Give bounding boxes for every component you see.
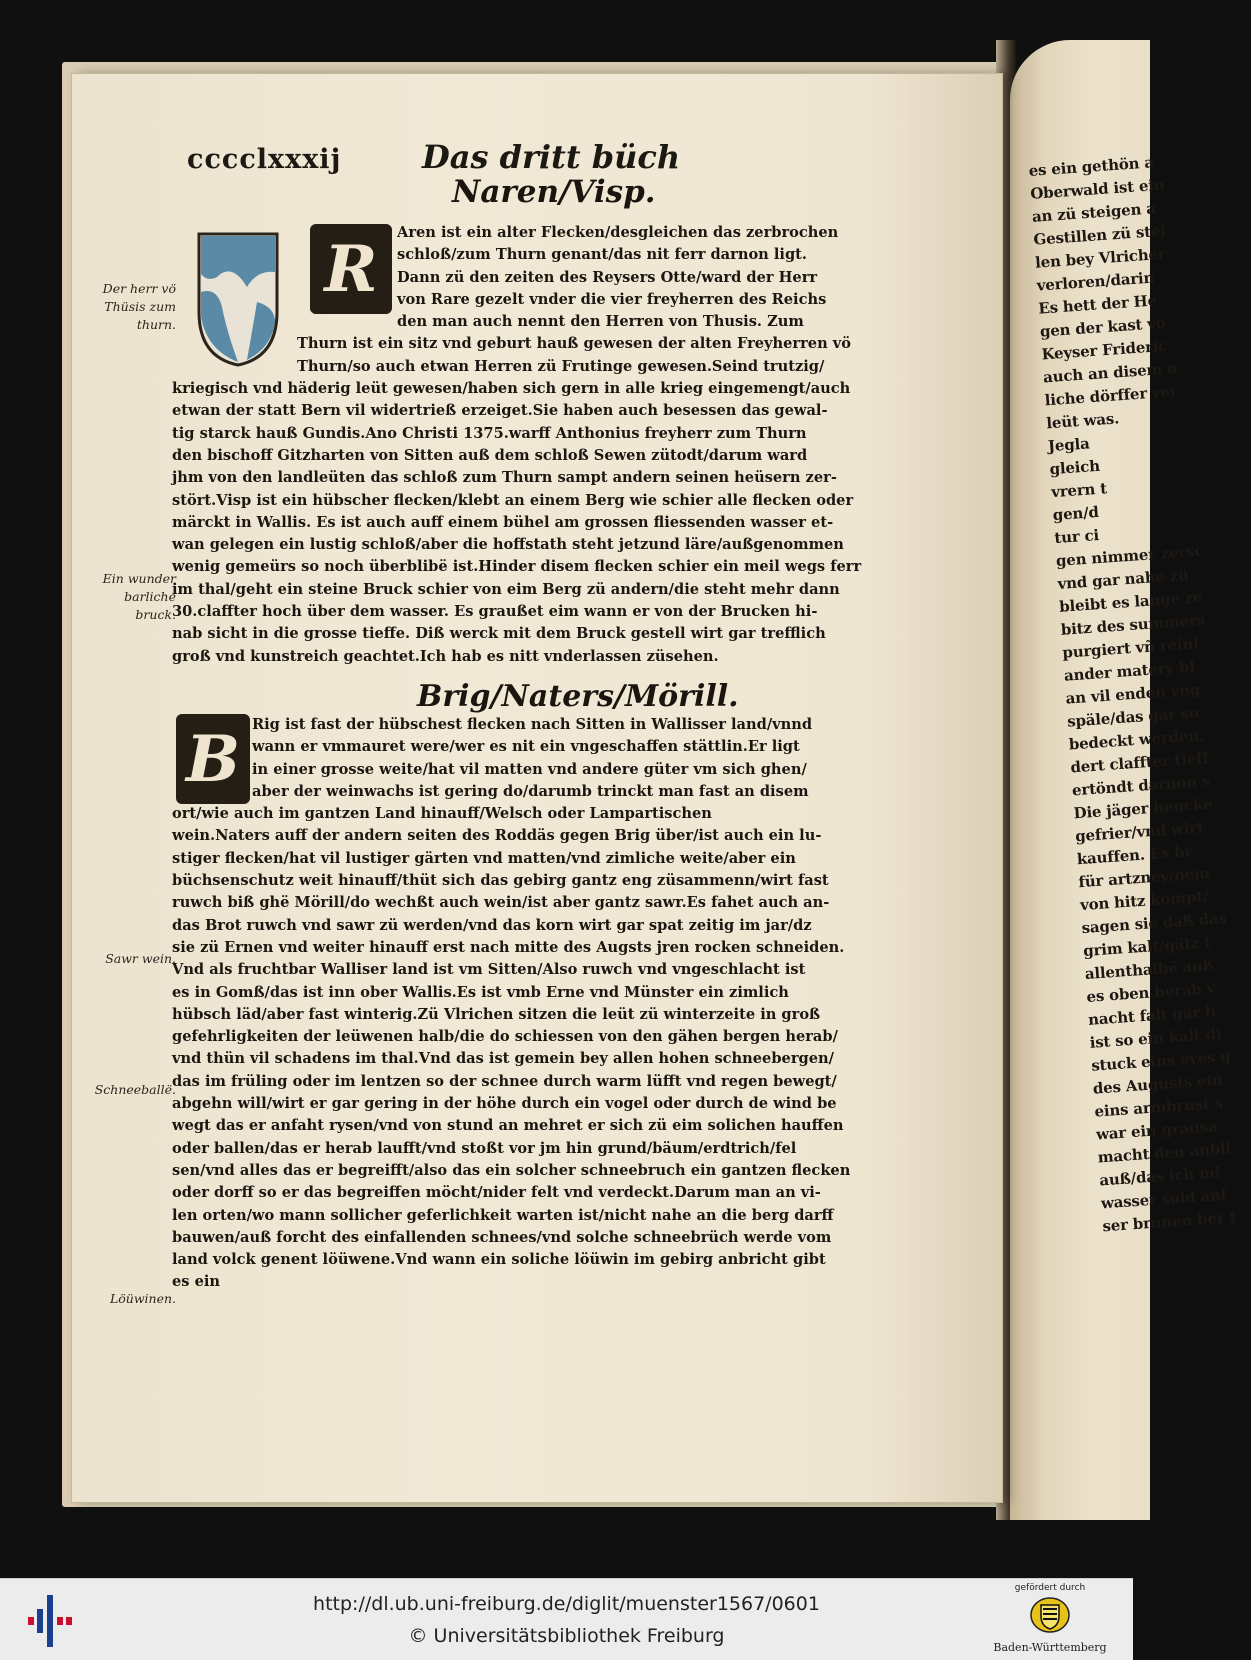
text-line: sen/vnd alles das er begreifft/also das ein solcher schneebruch ein gantzen flecken: [172, 1161, 851, 1179]
text-line: wenig gemeürs so noch überblibë ist.Hinder disem flecken schier ein meil wegs ferr: [172, 558, 862, 576]
text-line: Vnd als fruchtbar Walliser land ist vm Sitten/Also ruwch vnd vngeschlacht ist: [172, 961, 806, 979]
facing-page-line: Die jäger hencke: [1073, 794, 1213, 823]
running-head: Das dritt büch: [422, 138, 681, 176]
facing-page: [1010, 40, 1237, 1520]
facing-page-line: es oben herab v: [1085, 978, 1216, 1006]
text-line: wein.Naters auff der andern seiten des Roddäs gegen Brig über/ist auch ein lu-: [172, 827, 822, 845]
facing-page-line: auß/das ich mi: [1098, 1163, 1221, 1190]
facing-page-line: dert claffter tieff: [1069, 748, 1210, 777]
section-heading-naren-visp: Naren/Visp.: [452, 174, 656, 210]
facing-page-line: an vil enden vng: [1065, 680, 1201, 708]
facing-page-line: ser brunen ber f: [1101, 1208, 1237, 1236]
text-line: märckt in Wallis. Es ist auch auff einem bühel am grossen fliessenden wasser et-: [172, 513, 834, 531]
text-line: aber der weinwachs ist gering do/darumb trinckt man fast an disem: [252, 782, 809, 800]
section-text-brig: [172, 714, 850, 1294]
sponsor-name: Baden-Württemberg: [993, 1641, 1107, 1654]
facing-page-line: leüt was.: [1045, 409, 1120, 433]
text-line: stört.Visp ist ein hübscher flecken/klebt an einem Berg wie schier alle flecken oder: [172, 491, 854, 509]
facing-page-line: Gestillen zü stei: [1032, 221, 1167, 249]
facing-page-line: vnd gar nahe zü: [1057, 565, 1190, 593]
text-line: wann er vmmauret were/wer es nit ein vngeschaffen stättlin.Er ligt: [252, 738, 800, 756]
initial-letter-b: B: [185, 721, 241, 797]
facing-page-line: gen der kast vo: [1039, 313, 1167, 341]
facing-page-line: stuck eins eyes g: [1090, 1047, 1232, 1075]
facing-page-line: gleich: [1048, 456, 1101, 479]
facing-page-line: Keyser Frideric: [1040, 336, 1168, 364]
text-line: Rig ist fast der hübschest flecken nach Sitten in Wallisser land/vnnd: [252, 716, 813, 733]
facing-page-line: ander matery bl: [1063, 657, 1196, 685]
text-line: ruwch biß ghë Mörill/do wechßt auch wein/ist aber gantz sawr.Es fahet auch an-: [172, 894, 830, 912]
text-line: jhm von den landleüten das schloß zum Thurn sampt andern seinen heüsern zer-: [172, 469, 837, 487]
initial-letter-r: R: [324, 231, 378, 307]
text-line: das Brot ruwch vnd sawr zü werden/vnd das korn wirt gar spat zeitig im jar/dz: [172, 916, 812, 934]
text-line: den man auch nennt den Herren von Thusis. Zum: [397, 313, 804, 331]
text-line: den bischoff Gitzharten von Sitten auß dem schloß Sewen zütodt/darum ward: [172, 446, 808, 464]
facing-page-line: liche dörffer ver: [1044, 382, 1179, 410]
text-line: sie zü Ernen vnd weiter hinauff erst nach mitte des Augsts jren rocken schneiden.: [172, 938, 845, 956]
facing-page-line: an zü steigen a: [1031, 199, 1157, 226]
facing-page-line: len bey Vlricher: [1034, 244, 1167, 272]
text-line: im thal/geht ein steine Bruck schier von eim Berg zü andern/die steht mehr dann: [172, 580, 840, 598]
margin-note-bruck: Ein wunder barliche bruck.: [102, 571, 176, 622]
text-line: ort/wie auch im gantzen Land hinauff/Welsch oder Lampartischen: [172, 805, 712, 823]
copyright-notice: © Universitätsbibliothek Freiburg: [408, 1625, 725, 1647]
text-line: büchsenschutz weit hinauff/thüt sich das gebirg gantz eng züsammenn/wirt fast: [172, 872, 829, 890]
facing-page-line: auch an disem o: [1042, 359, 1178, 387]
text-line: tig starck hauß Gundis.Ano Christi 1375.warff Anthonius freyherr zum Thurn: [172, 424, 807, 442]
text-line: 30.claffter hoch über dem wasser. Es graußet eim wann er von der Brucken hi-: [172, 603, 818, 621]
text-line: len orten/wo mann sollicher geferlichkeit warten ist/nicht nahe an die berg darff: [172, 1206, 834, 1224]
sponsor-label: gefördert durch: [1014, 1583, 1086, 1593]
text-line: bauwen/auß forcht des einfallenden schnees/vnd solche schneebrüch werde vom: [172, 1228, 832, 1246]
text-line: es in Gomß/das ist inn ober Wallis.Es ist vmb Erne vnd Münster ein zimlich: [172, 983, 789, 1001]
facing-page-line: war ein grausa: [1095, 1117, 1218, 1144]
facing-page-line: des Augusts ein: [1092, 1070, 1224, 1098]
facing-page-line: ertöndt darnon s: [1071, 771, 1211, 800]
facing-page-line: ist so ein kalt di: [1089, 1024, 1222, 1052]
text-line: hübsch läd/aber fast winterig.Zü Vlrichen sitzen die leüt zü winterzeite in groß: [172, 1005, 821, 1023]
text-line: Thurn/so auch etwan Herren zü Frutinge gewesen.Seind trutzig/: [297, 357, 825, 375]
facing-page-line: allenthalbë auß: [1084, 956, 1215, 983]
facing-page-line: von hitz kompt/: [1079, 887, 1209, 915]
margin-note-thuesis: Der herr vö Thüsis zum thurn.: [102, 281, 176, 332]
text-line: kriegisch vnd häderig leüt gewesen/haben sich gern in alle krieg eingemengt/auch: [172, 380, 851, 398]
margin-note-sawr-wein: Sawr wein.: [105, 951, 176, 966]
text-line: land volck genent löüwene.Vnd wann ein soliche löüwin im gebirg anbricht gibt: [172, 1251, 826, 1269]
facing-page-line: bedeckt werden.: [1068, 726, 1205, 754]
facing-page-line: wasser sold anf: [1100, 1185, 1228, 1213]
text-line: Thurn ist ein sitz vnd geburt hauß gewesen der alten Freyherren vö: [297, 335, 851, 353]
facing-page-line: macht den anbli: [1097, 1139, 1232, 1167]
facing-page-line: gen/d: [1052, 502, 1100, 525]
text-line: Aren ist ein alter Flecken/desgleichen das zerbrochen: [397, 224, 839, 241]
text-line: vnd thün vil schadens im thal.Vnd das ist gemein bey allen hohen schneebergen/: [172, 1050, 834, 1068]
facing-page-line: verloren/darin: [1036, 268, 1155, 295]
section-text-naren-visp: [172, 222, 861, 668]
facing-page-line: gefrier/vnd wirt: [1074, 818, 1205, 846]
sponsor-block[interactable]: [980, 1583, 1120, 1654]
book-page: [72, 74, 1002, 1502]
text-line: von Rare gezelt vnder die vier freyherren des Reichs: [397, 290, 827, 308]
facing-page-line: Oberwald ist ein: [1029, 175, 1165, 203]
facing-page-line: eins armbrust s: [1093, 1093, 1224, 1121]
text-line: wan gelegen ein lustig schloß/aber die hoffstath steht jetzund läre/außgenommen: [172, 536, 844, 554]
text-line: etwan der statt Bern vil widertrieß erzeiget.Sie haben auch besessen das gewal-: [172, 402, 828, 420]
text-line: Dann zü den zeiten des Reysers Otte/ward der Herr: [397, 268, 818, 286]
facing-page-line: sagen sie daß das: [1081, 909, 1228, 938]
margin-note-loeuwinen: Löüwinen.: [109, 1291, 176, 1306]
facing-page-line: Es hett der He: [1037, 291, 1158, 318]
facing-page-line: nacht falt gar h: [1087, 1002, 1217, 1029]
section-heading-brig: Brig/Naters/Mörill.: [417, 679, 739, 714]
facing-page-line: für artzney/nem: [1077, 864, 1211, 892]
text-line: schloß/zum Thurn genant/das nit ferr darnon ligt.: [397, 246, 807, 264]
facing-page-line: späle/das gar so: [1066, 703, 1200, 731]
text-line: oder dorff so er das begreiffen möcht/nider felt vnd verdeckt.Darum man an vi-: [172, 1184, 821, 1202]
facing-page-line: tur ci: [1053, 525, 1100, 548]
text-line: in einer grosse weite/hat vil matten vnd andere güter vm sich ghen/: [252, 760, 807, 778]
facing-page-line: gen nimmer zersc: [1055, 541, 1204, 570]
facing-page-line: kauffen. Es br: [1076, 842, 1193, 869]
facing-page-text: [1028, 152, 1237, 1239]
facing-page-line: Jegla: [1047, 434, 1091, 456]
margin-note-schneeballe: Schneeballë.: [94, 1082, 176, 1097]
text-line: groß vnd kunstreich geachtet.Ich hab es nitt vnderlassen züsehen.: [172, 647, 719, 665]
facing-page-line: purgiert vñ reini: [1061, 634, 1200, 662]
text-line: gefehrligkeiten der leüwenen halb/die do schiessen von den gähen bergen herab/: [172, 1028, 838, 1046]
facing-page-line: bitz des summers: [1060, 610, 1206, 639]
permalink-url[interactable]: http://dl.ub.uni-freiburg.de/diglit/muenster1567/0601: [313, 1593, 820, 1615]
text-line: nab sicht in die grosse tieffe. Diß werck mit dem Bruck gestell wirt gar trefflich: [172, 625, 826, 643]
text-line: das im früling oder im lentzen so der schnee durch warm lüfft vnd regen bewegt/: [172, 1072, 837, 1090]
text-line: abgehn will/wirt er gar gering in der höhe durch ein vogel oder durch de wind be: [172, 1095, 837, 1113]
text-line: stiger flecken/hat vil lustiger gärten vnd matten/vnd zimliche weite/aber ein: [172, 849, 796, 867]
text-line: es ein: [172, 1273, 221, 1291]
text-line: wegt das er anfaht rysen/vnd von stund an mehret er sich zü eim solichen hauffen: [172, 1117, 844, 1135]
facing-page-line: es ein gethön a: [1028, 153, 1155, 180]
baden-wuerttemberg-coat-of-arms-icon: [1030, 1596, 1070, 1634]
facing-page-line: bleibt es lange ze: [1058, 587, 1203, 616]
text-line: oder ballen/das er herab laufft/vnd stoßt vor jm hin grund/bäum/erdtrich/fel: [172, 1139, 797, 1157]
folio-number: cccclxxxij: [187, 144, 342, 175]
footer-bar: [0, 1578, 1133, 1660]
facing-page-line: grim kalt/gätz t: [1082, 933, 1212, 961]
facing-page-line: vrern t: [1050, 479, 1108, 502]
